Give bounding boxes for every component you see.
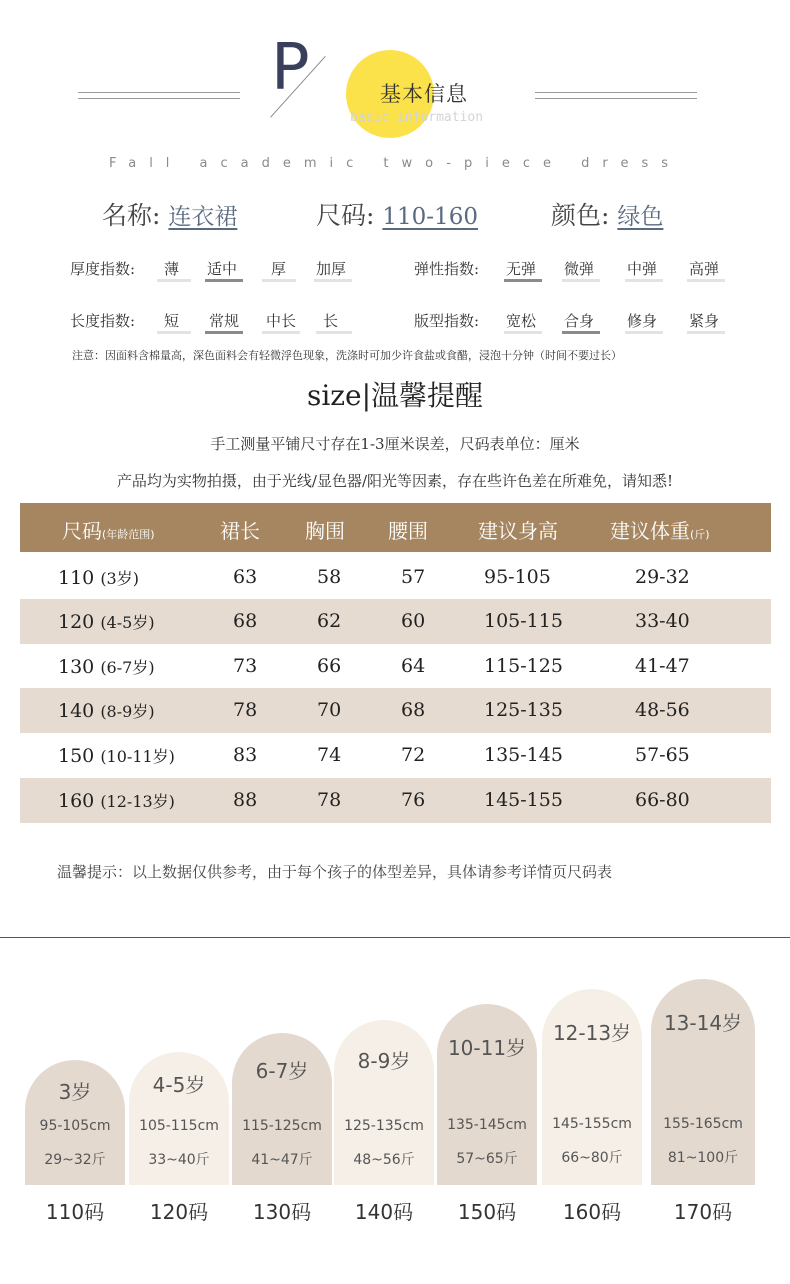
card-age: 13-14岁 (663, 1011, 743, 1035)
table-row (20, 733, 771, 778)
length-bar (157, 331, 191, 334)
cell-size: 150 (10-11岁) (58, 745, 175, 767)
cell-chest: 58 (317, 566, 342, 588)
product-name (102, 196, 237, 232)
elasticity-bar-selected (504, 279, 542, 282)
cell-chest: 70 (317, 699, 342, 721)
thickness-option: 薄 (164, 260, 180, 278)
card-weight: 57~65斤 (456, 1151, 518, 1167)
cell-height: 145-155 (484, 789, 563, 811)
length-option: 常规 (209, 312, 240, 330)
product-size (316, 196, 478, 232)
card-code: 170码 (673, 1200, 733, 1224)
section-divider (0, 937, 790, 938)
name-value: 连衣裙 (168, 204, 238, 230)
card-code: 120码 (149, 1200, 209, 1224)
elasticity-option: 微弹 (564, 260, 595, 278)
cell-length: 78 (233, 699, 258, 721)
cell-waist: 72 (401, 744, 426, 766)
cell-chest: 74 (317, 744, 342, 766)
cell-size: 120 (4-5岁) (58, 611, 155, 633)
length-label: 长度指数: (70, 312, 136, 330)
size-card (25, 1060, 125, 1224)
cell-weight: 66-80 (635, 789, 690, 811)
fit-option: 合身 (564, 312, 595, 330)
fit-bar (625, 331, 663, 334)
size-card (334, 1020, 434, 1224)
thickness-label: 厚度指数: (70, 260, 136, 278)
fit-bar (504, 331, 542, 334)
card-height: 135-145cm (447, 1117, 527, 1133)
card-age: 4-5岁 (152, 1073, 206, 1097)
cell-weight: 33-40 (635, 610, 690, 632)
fit-label: 版型指数: (414, 312, 480, 330)
card-age: 12-13岁 (552, 1021, 632, 1045)
length-bar (262, 331, 300, 334)
cell-length: 68 (233, 610, 258, 632)
size-card (129, 1052, 229, 1224)
size-table-header (20, 503, 771, 552)
cell-size: 140 (8-9岁) (58, 700, 155, 722)
size-value: 110-160 (382, 204, 478, 230)
elasticity-label: 弹性指数: (414, 260, 480, 278)
cell-waist: 68 (401, 699, 426, 721)
length-bar (316, 331, 352, 334)
thickness-option: 加厚 (316, 260, 347, 278)
thickness-bar-selected (205, 279, 243, 282)
card-age: 10-11岁 (447, 1036, 527, 1060)
cell-chest: 62 (317, 610, 342, 632)
cell-weight: 57-65 (635, 744, 690, 766)
product-subtitle: Fall academic two-piece dress (108, 156, 682, 171)
th-size: 尺码(年龄范围) (62, 519, 155, 543)
thickness-bar (157, 279, 191, 282)
table-row (20, 599, 771, 644)
care-notice: 注意：因面料含棉量高，深色面料会有轻微浮色现象，洗涤时可加少许食盐或食醋，浸泡十分钟（时间不要过长） (72, 349, 622, 362)
cell-length: 63 (233, 566, 258, 588)
card-weight: 29~32斤 (44, 1152, 106, 1168)
cell-length: 83 (233, 744, 258, 766)
card-height: 125-135cm (344, 1118, 424, 1134)
elasticity-bar (625, 279, 663, 282)
card-height: 155-165cm (663, 1116, 743, 1132)
cell-chest: 66 (317, 655, 342, 677)
card-height: 105-115cm (139, 1118, 219, 1134)
table-row (20, 778, 771, 823)
size-card (437, 1004, 537, 1224)
th-length: 裙长 (220, 519, 260, 543)
cell-height: 135-145 (484, 744, 563, 766)
cell-weight: 41-47 (635, 655, 690, 677)
cell-length: 73 (233, 655, 258, 677)
cell-waist: 76 (401, 789, 426, 811)
section-title-cn: 基本信息 (380, 82, 468, 106)
size-card (542, 989, 642, 1224)
fit-option: 宽松 (506, 312, 537, 330)
fit-bar (687, 331, 725, 334)
card-weight: 81~100斤 (667, 1150, 739, 1166)
card-age: 6-7岁 (255, 1059, 309, 1083)
length-option: 短 (164, 312, 180, 330)
th-height: 建议身高 (478, 519, 558, 543)
card-height: 145-155cm (552, 1116, 632, 1132)
thickness-option: 厚 (271, 260, 287, 278)
length-option: 中长 (266, 312, 297, 330)
name-label: 名称: (102, 201, 161, 230)
cell-waist: 60 (401, 610, 426, 632)
elasticity-option: 高弹 (689, 260, 720, 278)
product-color (551, 196, 663, 232)
cell-height: 95-105 (484, 566, 551, 588)
section-title-en: basic information (350, 110, 484, 125)
cell-chest: 78 (317, 789, 342, 811)
fit-bar-selected (562, 331, 600, 334)
color-value: 绿色 (617, 204, 664, 230)
length-option: 长 (323, 312, 339, 330)
th-chest: 胸围 (305, 519, 345, 543)
table-row (20, 644, 771, 689)
header-right-line (535, 92, 697, 99)
thickness-bar (314, 279, 352, 282)
card-code: 110码 (45, 1200, 105, 1224)
card-code: 150码 (457, 1200, 517, 1224)
card-weight: 41~47斤 (251, 1152, 313, 1168)
cell-waist: 64 (401, 655, 426, 677)
card-age: 8-9岁 (357, 1049, 411, 1073)
th-waist: 腰围 (388, 519, 428, 543)
warm-tip: 温馨提示：以上数据仅供参考，由于每个孩子的体型差异，具体请参考详情页尺码表 (57, 863, 613, 881)
cell-size: 110 (3岁) (58, 567, 139, 589)
card-height: 115-125cm (242, 1118, 322, 1134)
card-height: 95-105cm (39, 1118, 111, 1134)
header-left-line (78, 92, 240, 99)
thickness-bar (262, 279, 296, 282)
cell-weight: 29-32 (635, 566, 690, 588)
cell-waist: 57 (401, 566, 426, 588)
elasticity-option: 无弹 (506, 260, 537, 278)
th-weight: 建议体重(斤) (610, 519, 710, 543)
cell-height: 115-125 (484, 655, 563, 677)
size-title: size|温馨提醒 (306, 379, 484, 412)
cell-size: 130 (6-7岁) (58, 656, 155, 678)
header-letter: P (271, 31, 310, 105)
card-age: 3岁 (58, 1080, 92, 1104)
size-label: 尺码: (316, 201, 375, 230)
thickness-option: 适中 (207, 260, 238, 278)
card-weight: 48~56斤 (353, 1152, 415, 1168)
table-row (20, 555, 771, 600)
elasticity-bar (687, 279, 725, 282)
cell-weight: 48-56 (635, 699, 690, 721)
fit-option: 紧身 (689, 312, 720, 330)
length-bar-selected (205, 331, 243, 334)
card-code: 130码 (252, 1200, 312, 1224)
cell-height: 105-115 (484, 610, 563, 632)
cell-length: 88 (233, 789, 258, 811)
size-card (232, 1033, 332, 1224)
cell-size: 160 (12-13岁) (58, 790, 175, 812)
elasticity-bar (562, 279, 600, 282)
elasticity-option: 中弹 (627, 260, 658, 278)
cell-height: 125-135 (484, 699, 563, 721)
measure-tip: 手工测量平铺尺寸存在1-3厘米误差，尺码表单位：厘米 (210, 435, 580, 453)
card-weight: 66~80斤 (561, 1150, 623, 1166)
table-row (20, 688, 771, 733)
card-code: 160码 (562, 1200, 622, 1224)
color-tip: 产品均为实物拍摄，由于光线/显色器/阳光等因素，存在些许色差在所难免，请知悉! (116, 472, 674, 490)
card-weight: 33~40斤 (148, 1152, 210, 1168)
color-label: 颜色: (551, 201, 610, 230)
size-card (651, 979, 755, 1224)
fit-option: 修身 (627, 312, 658, 330)
card-code: 140码 (354, 1200, 414, 1224)
